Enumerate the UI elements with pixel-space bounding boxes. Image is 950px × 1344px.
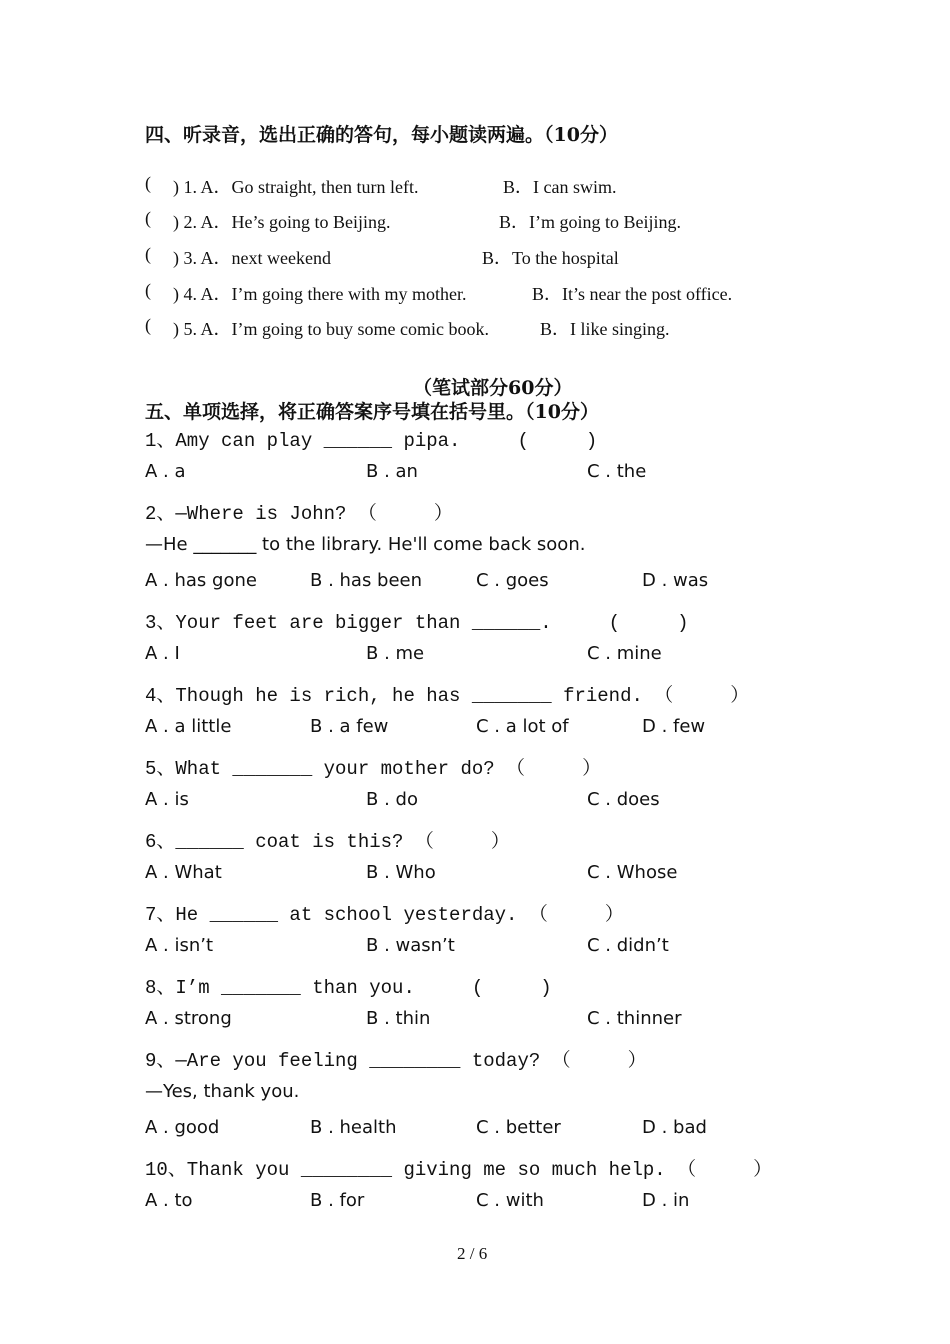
question-4-option-a: A . a little <box>145 716 232 737</box>
listen-item-1-b: B．I can swim. <box>503 177 617 197</box>
question-4-option-c: C . a lot of <box>476 716 569 737</box>
question-2-option-c: C . goes <box>476 570 549 591</box>
listen-item-4-a: ) 4. A．I’m going there with my mother. <box>173 284 467 304</box>
listen-item-1-paren: ( <box>145 173 151 193</box>
question-2-option-b: B . has been <box>310 570 423 591</box>
question-5-option-c: C . does <box>587 789 660 810</box>
question-3-stem: 3、Your feet are bigger than ______. ( ) <box>145 612 689 634</box>
question-4-option-d: D . few <box>642 716 706 737</box>
question-8-option-c: C . thinner <box>587 1008 682 1029</box>
question-8-stem: 8、I’m _______ than you. ( ) <box>145 977 552 999</box>
question-4-stem: 4、Though he is rich, he has _______ friend. （ ） <box>145 685 750 707</box>
question-9-option-d: D . bad <box>642 1117 707 1138</box>
listen-item-3-a: ) 3. A．next weekend <box>173 248 331 268</box>
question-3-option-a: A . I <box>145 643 180 664</box>
listen-item-5-a: ) 5. A．I’m going to buy some comic book. <box>173 319 489 339</box>
question-10-option-d: D . in <box>642 1190 690 1211</box>
question-5-option-a: A . is <box>145 789 189 810</box>
question-9-option-a: A . good <box>145 1117 220 1138</box>
question-10-stem: 10、Thank you ________ giving me so much help. （ ） <box>145 1159 773 1181</box>
listen-item-3-b: B．To the hospital <box>482 248 619 268</box>
question-10-option-a: A . to <box>145 1190 193 1211</box>
question-9-option-c: C . better <box>476 1117 561 1138</box>
listen-item-4-paren: ( <box>145 280 151 300</box>
question-7-option-a: A . isn’t <box>145 935 214 956</box>
question-10-option-c: C . with <box>476 1190 544 1211</box>
question-6-option-a: A . What <box>145 862 222 883</box>
listen-item-4-b: B．It’s near the post office. <box>532 284 733 304</box>
question-6-option-b: B . Who <box>366 862 436 883</box>
listen-item-2-b: B．I’m going to Beijing. <box>499 212 681 232</box>
question-2-option-d: D . was <box>642 570 709 591</box>
question-4-option-b: B . a few <box>310 716 389 737</box>
question-1-option-b: B . an <box>366 461 418 482</box>
listen-item-5-paren: ( <box>145 315 151 335</box>
question-7-stem: 7、He ______ at school yesterday. （ ） <box>145 904 624 926</box>
question-8-option-b: B . thin <box>366 1008 431 1029</box>
question-5-option-b: B . do <box>366 789 418 810</box>
question-7-option-b: B . wasn’t <box>366 935 455 956</box>
question-3-option-c: C . mine <box>587 643 662 664</box>
listen-item-2-paren: ( <box>145 208 151 228</box>
listen-item-2-a: ) 2. A．He’s going to Beijing. <box>173 212 391 232</box>
question-9-stem: 9、—Are you feeling ________ today? （ ） <box>145 1050 647 1072</box>
question-9-line2: —Yes, thank you. <box>145 1081 300 1102</box>
listen-item-5-b: B．I like singing. <box>540 319 670 339</box>
written-part-title: （笔试部分60分） <box>413 377 573 399</box>
question-10-option-b: B . for <box>310 1190 365 1211</box>
question-8-option-a: A . strong <box>145 1008 232 1029</box>
question-2-line2: —He _______ to the library. He'll come back soon. <box>145 534 586 555</box>
question-6-stem: 6、______ coat is this? （ ） <box>145 831 510 853</box>
question-6-option-c: C . Whose <box>587 862 678 883</box>
question-2-option-a: A . has gone <box>145 570 257 591</box>
question-2-stem: 2、—Where is John? （ ） <box>145 503 453 525</box>
section5-heading: 五、单项选择，将正确答案序号填在括号里。（10分） <box>145 401 599 423</box>
question-1-stem: 1、Amy can play ______ pipa. ( ) <box>145 430 598 452</box>
listen-item-1-a: ) 1. A．Go straight, then turn left. <box>173 177 419 197</box>
question-1-option-c: C . the <box>587 461 647 482</box>
question-5-stem: 5、What _______ your mother do? （ ） <box>145 758 602 780</box>
question-1-option-a: A . a <box>145 461 186 482</box>
question-7-option-c: C . didn’t <box>587 935 669 956</box>
section4-heading: 四、听录音，选出正确的答句，每小题读两遍。（10分） <box>145 124 618 146</box>
page-number: 2 / 6 <box>457 1244 488 1263</box>
listen-item-3-paren: ( <box>145 244 151 264</box>
question-9-option-b: B . health <box>310 1117 397 1138</box>
question-3-option-b: B . me <box>366 643 425 664</box>
